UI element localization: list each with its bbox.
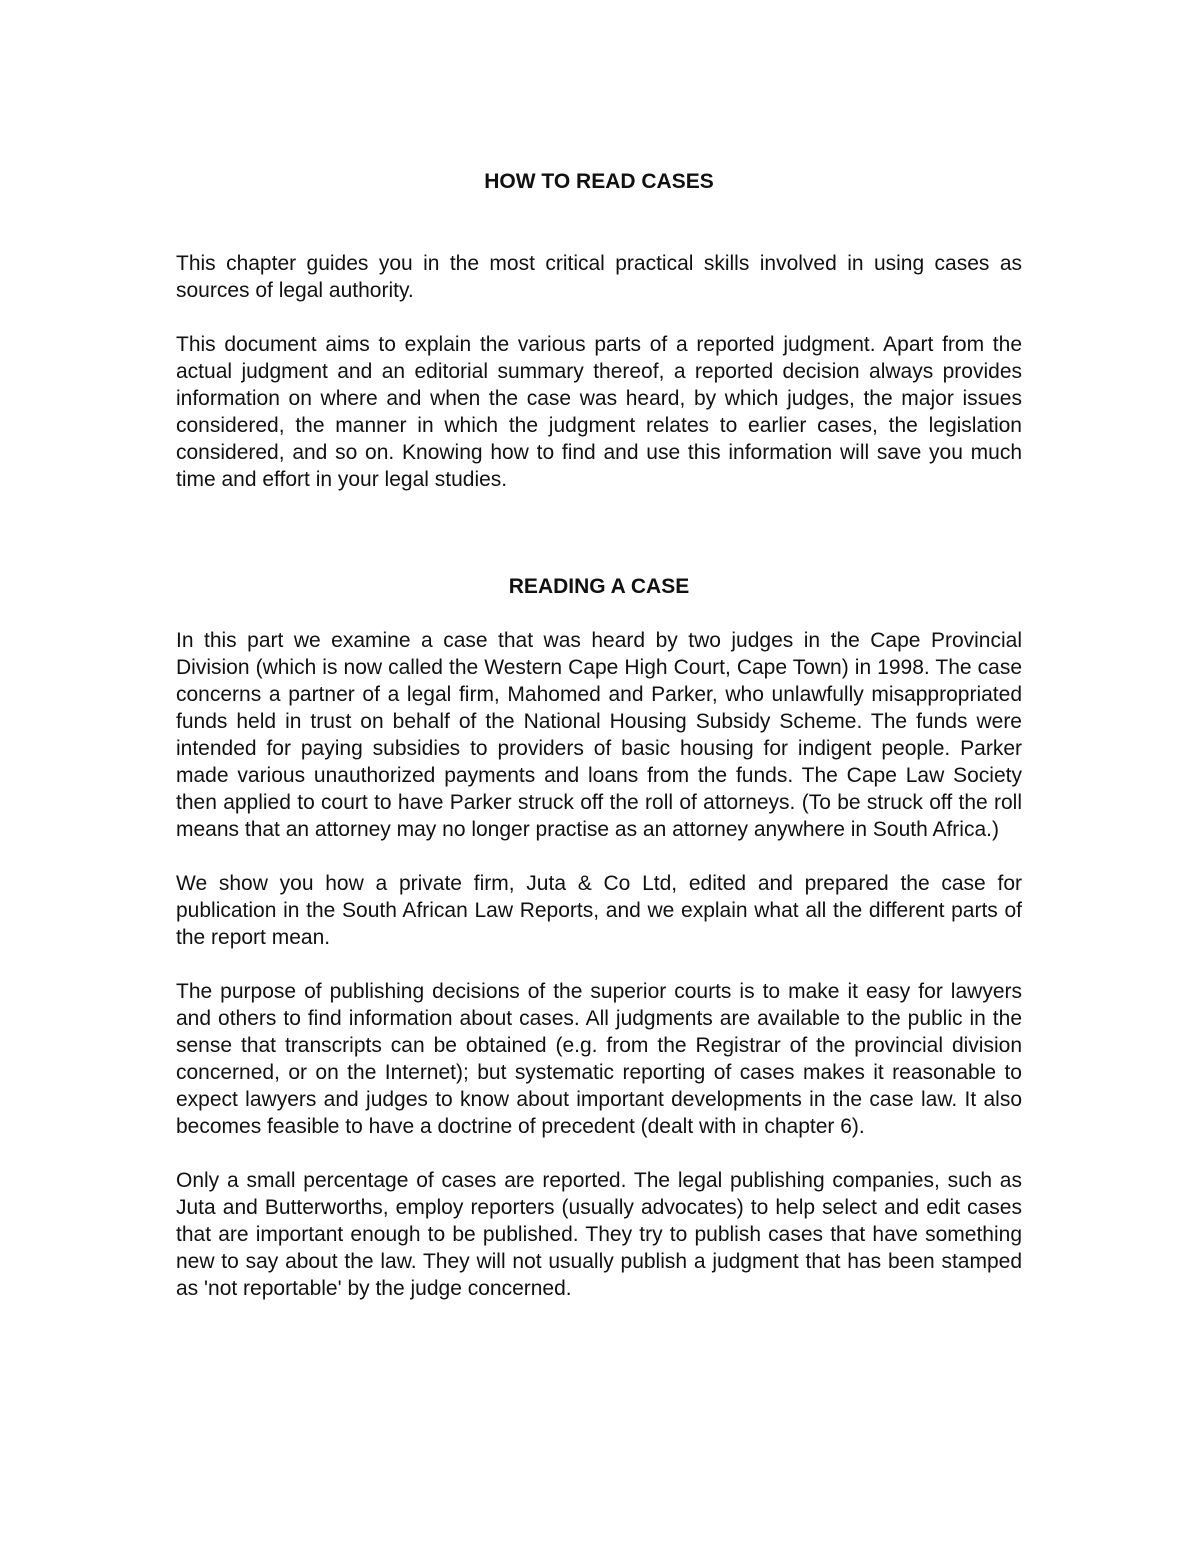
purpose-of-publishing-paragraph: The purpose of publishing decisions of the superior courts is to make it easy for lawyers and others to find information about cases. All judgments are available to the public in the sense that transcripts can be obtained (e.g. from the Registrar of the provincial division concerned, or on the Internet); but systematic reporting of cases makes it reasonable to expect lawyers and judges to know about important developments in the case law. It also becomes feasible to have a doctrine of precedent (dealt with in chapter 6). bbox=[176, 980, 1022, 1138]
intro-paragraph: This chapter guides you in the most critical practical skills involved in using cases as sources of legal authority. bbox=[176, 252, 1022, 302]
case-description-paragraph: In this part we examine a case that was heard by two judges in the Cape Provincial Division (which is now called the Western Cape High Court, Cape Town) in 1998. The case concerns a partner of a legal firm, Mahomed and Parker, who unlawfully misappropriated funds held in trust on behalf of the National Housing Subsidy Scheme. The funds were intended for paying subsidies to providers of basic housing for indigent people. Parker made various unauthorized payments and loans from the funds. The Cape Law Society then applied to court to have Parker struck off the roll of attorneys. (To be struck off the roll means that an attorney may no longer practise as an attorney anywhere in South Africa.) bbox=[176, 629, 1022, 841]
reported-cases-paragraph: Only a small percentage of cases are reported. The legal publishing companies, such as Juta and Butterworths, employ reporters (usually advocates) to help select and edit cases that are important enough to be published. They try to publish cases that have something new to say about the law. They will not usually publish a judgment that has been stamped as 'not reportable' by the judge concerned. bbox=[176, 1169, 1022, 1300]
section-heading: READING A CASE bbox=[508, 575, 690, 598]
page-title: HOW TO READ CASES bbox=[484, 170, 714, 193]
document-page bbox=[176, 168, 1022, 1302]
document-purpose-paragraph: This document aims to explain the various parts of a reported judgment. Apart from the actual judgment and an editorial summary thereof, a reported decision always provides information on where and when the case was heard, by which judges, the major issues considered, the manner in which the judgment relates to earlier cases, the legislation considered, and so on. Knowing how to find and use this information will save you much time and effort in your legal studies. bbox=[176, 333, 1022, 491]
publication-paragraph: We show you how a private firm, Juta & Co Ltd, edited and prepared the case for publication in the South African Law Reports, and we explain what all the different parts of the report mean. bbox=[176, 872, 1022, 949]
